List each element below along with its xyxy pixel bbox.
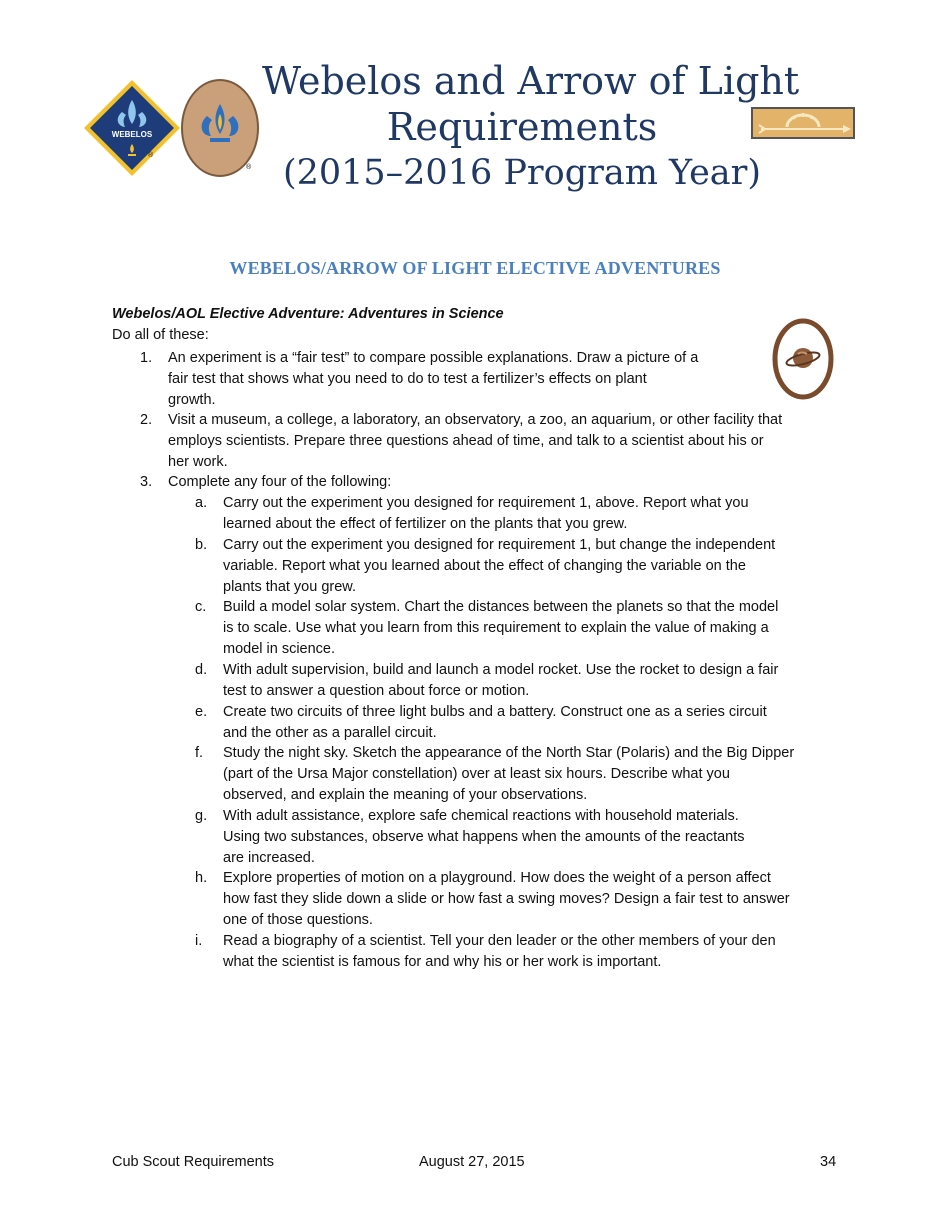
registered-mark-2: ® <box>246 164 252 171</box>
sub-item-line: what the scientist is famous for and why his or her work is important. <box>223 953 662 970</box>
sub-item-line: how fast they slide down a slide or how fast a swing moves? Design a fair test to answer <box>223 890 790 907</box>
section-heading: WEBELOS/ARROW OF LIGHT ELECTIVE ADVENTURES <box>229 258 721 278</box>
sub-item-line: and the other as a parallel circuit. <box>223 724 437 741</box>
requirement-number: 3. <box>140 474 153 490</box>
requirement-line: growth. <box>168 391 216 408</box>
sub-item-line: model in science. <box>223 640 336 657</box>
registered-mark: ® <box>148 152 154 159</box>
sub-item-line: plants that you grew. <box>223 578 356 595</box>
sub-item-letter: g. <box>195 808 208 824</box>
title-line-2: Requirements <box>386 105 658 149</box>
sub-item-line: Explore properties of motion on a playground. How does the weight of a person affect <box>223 870 771 886</box>
sub-item-letter: f. <box>195 745 204 761</box>
sub-item-line: With adult assistance, explore safe chemical reactions with household materials. <box>223 808 739 824</box>
sub-item-letter: d. <box>195 662 208 678</box>
sub-item-letter: c. <box>195 599 207 615</box>
sub-item-line: Using two substances, observe what happens when the amounts of the reactants <box>223 828 745 845</box>
sub-item-line: learned about the effect of fertilizer on the plants that you grew. <box>223 515 628 532</box>
document-title <box>262 58 800 196</box>
requirement-number: 2. <box>140 412 153 428</box>
sub-item-line: Carry out the experiment you designed for requirement 1, above. Report what you <box>223 495 749 511</box>
sub-item-line: one of those questions. <box>223 911 373 928</box>
requirement-line: Complete any four of the following: <box>168 474 392 490</box>
sub-item-letter: h. <box>195 870 208 886</box>
requirement-line: An experiment is a “fair test” to compare possible explanations. Draw a picture of a <box>168 350 699 366</box>
arrow-of-light-oval-badge <box>180 78 260 178</box>
title-line-1: Webelos and Arrow of Light <box>262 59 800 103</box>
requirement-line: Visit a museum, a college, a laboratory, an observatory, a zoo, an aquarium, or other facility that <box>168 412 783 428</box>
sub-item-line: With adult supervision, build and launch a model rocket. Use the rocket to design a fair <box>223 662 779 678</box>
sub-item-line: test to answer a question about force or motion. <box>223 682 530 699</box>
sub-item-line: is to scale. Use what you learn from this requirement to explain the value of making a <box>223 619 769 636</box>
sub-item-line: are increased. <box>223 849 315 866</box>
requirement-line: her work. <box>168 453 228 470</box>
requirement-line: employs scientists. Prepare three questions ahead of time, and talk to a scientist about his or <box>168 432 764 449</box>
requirement-number: 1. <box>140 350 153 366</box>
sub-item-line: observed, and explain the meaning of your observations. <box>223 786 588 803</box>
sub-item-letter: b. <box>195 537 208 553</box>
footer-left: Cub Scout Requirements <box>112 1154 274 1170</box>
sub-item-line: Study the night sky. Sketch the appearance of the North Star (Polaris) and the Big Dipper <box>223 745 795 761</box>
sub-item-line: Read a biography of a scientist. Tell your den leader or the other members of your den <box>223 933 776 949</box>
sub-item-letter: e. <box>195 704 208 720</box>
requirement-line: fair test that shows what you need to do to test a fertilizer’s effects on plant <box>168 370 647 387</box>
adventure-intro: Do all of these: <box>112 327 209 343</box>
sub-item-line: Build a model solar system. Chart the distances between the planets so that the model <box>223 599 779 615</box>
webelos-badge-text: WEBELOS <box>111 130 153 139</box>
webelos-diamond-badge <box>82 78 182 178</box>
adventure-title: Webelos/AOL Elective Adventure: Adventures in Science <box>112 306 504 322</box>
sub-item-line: variable. Report what you learned about the effect of changing the variable on the <box>223 557 746 574</box>
title-line-3: (2015–2016 Program Year) <box>282 153 762 193</box>
sub-item-letter: a. <box>195 495 208 511</box>
footer-page-number: 34 <box>820 1154 837 1170</box>
sub-item-line: (part of the Ursa Major constellation) over at least six hours. Describe what you <box>223 765 730 782</box>
adventures-in-science-icon <box>772 318 834 400</box>
sub-item-letter: i. <box>195 933 203 949</box>
sub-item-line: Carry out the experiment you designed for requirement 1, but change the independent <box>223 537 776 553</box>
sub-item-line: Create two circuits of three light bulbs and a battery. Construct one as a series circuit <box>223 704 767 720</box>
footer-date: August 27, 2015 <box>419 1154 525 1170</box>
